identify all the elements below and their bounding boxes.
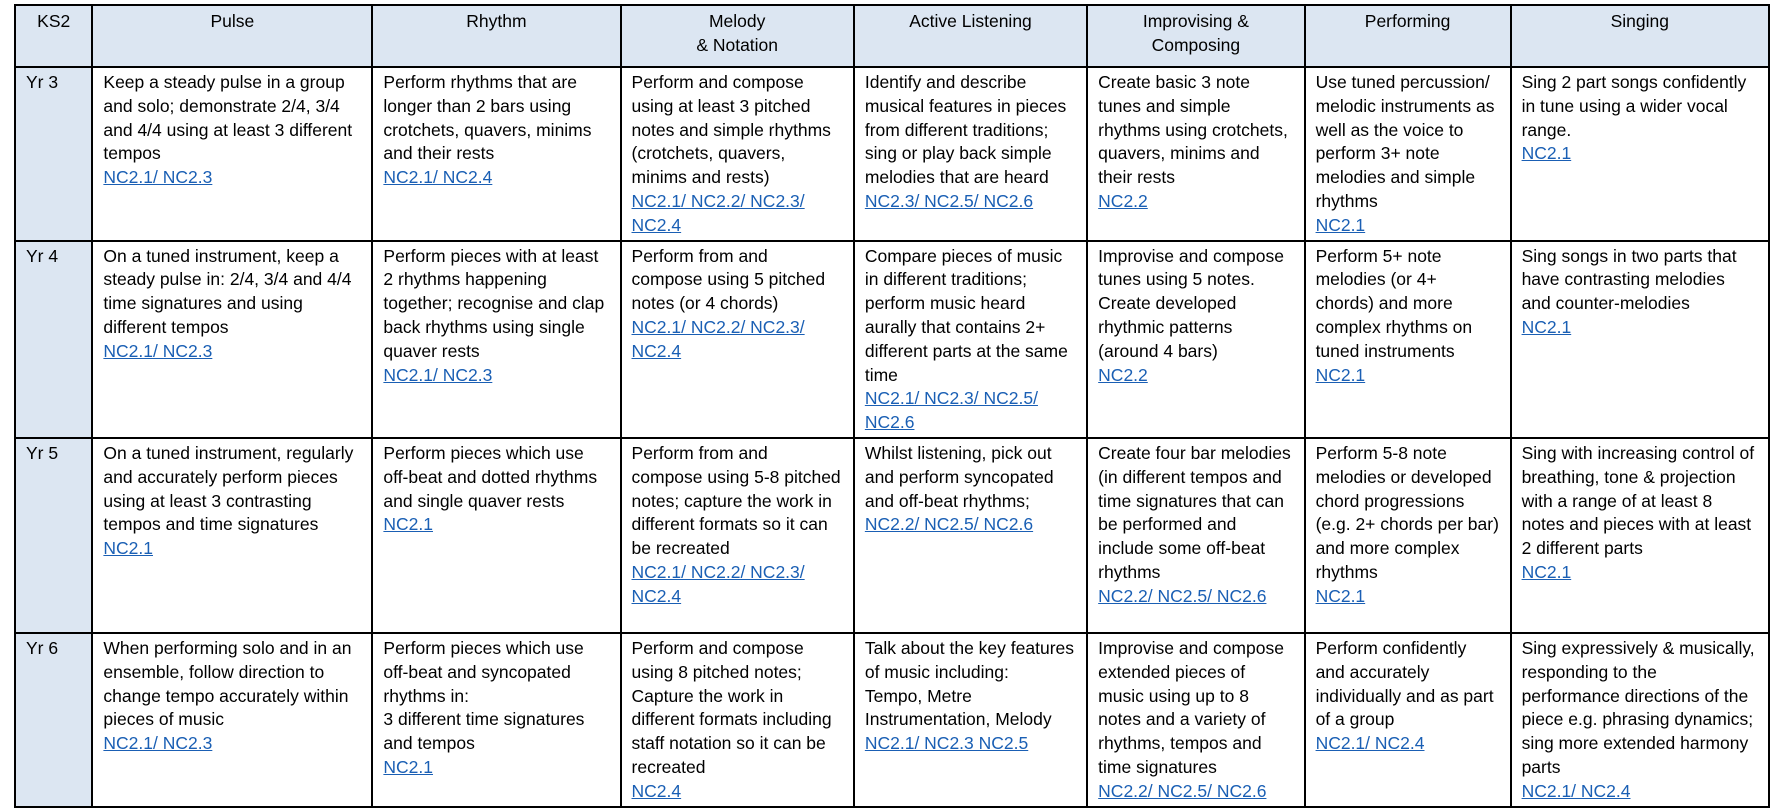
nc-link[interactable]: NC2.3/ NC2.5/ NC2.6: [864, 190, 1034, 211]
cell-text: When performing solo and in an ensemble, follow direction to change tempo accurately within pieces of music: [103, 637, 352, 730]
cell-pulse: [92, 241, 372, 438]
cell-text: On a tuned instrument, keep a steady pulse in: 2/4, 3/4 and 4/4 time signatures and using different tempos: [103, 245, 352, 337]
cell-improvising: [1087, 633, 1304, 807]
header-pulse: [92, 5, 372, 67]
cell-rhythm: [372, 438, 620, 633]
cell-performing: [1305, 67, 1511, 241]
cell-text: Sing with increasing control of breathing, tone & projection with a range of at least 8 notes and pieces with at least 2 different parts: [1521, 442, 1755, 559]
cell-text: Perform pieces which use off-beat and dotted rhythms and single quaver rests: [383, 442, 598, 511]
cell-text: Sing songs in two parts that have contrasting melodies and counter-melodies: [1521, 245, 1737, 314]
nc-link[interactable]: NC2.2/ NC2.5/ NC2.6: [1098, 780, 1267, 801]
cell-text: Perform pieces with at least 2 rhythms happening together; recognise and clap back rhythms using single quaver rests: [383, 245, 605, 361]
header-performing-label: Performing: [1364, 11, 1451, 31]
header-melody-label-2: & Notation: [696, 34, 779, 55]
header-ks2-label: KS2: [37, 11, 71, 31]
nc-link[interactable]: NC2.4: [631, 780, 682, 801]
cell-text: Perform confidently and accurately individually and as part of a group: [1315, 637, 1494, 730]
curriculum-table: [14, 4, 1770, 808]
cell-text: On a tuned instrument, regularly and accurately perform pieces using at least 3 contrasting tempos and time signatures: [103, 442, 354, 535]
cell-text: Improvise and compose tunes using 5 notes. Create developed rhythmic patterns (around 4 bars): [1098, 245, 1284, 361]
cell-pulse: [92, 67, 372, 241]
cell-singing: [1511, 438, 1769, 633]
nc-link[interactable]: NC2.1: [103, 538, 153, 559]
nc-link[interactable]: NC2.1/ NC2.3: [103, 733, 213, 754]
nc-link[interactable]: NC2.1/ NC2.2/ NC2.3/ NC2.4: [631, 316, 805, 361]
cell-text: Perform and compose using at least 3 pitched notes and simple rhythms (crotchets, quavers, minims and rests): [631, 72, 831, 188]
nc-link[interactable]: NC2.1: [1521, 316, 1572, 337]
cell-performing: [1305, 633, 1511, 807]
header-listening: [854, 5, 1087, 67]
year-label: Yr 5: [15, 438, 92, 633]
cell-melody: [621, 241, 854, 438]
nc-link[interactable]: NC2.1/ NC2.2/ NC2.3/ NC2.4: [631, 561, 805, 606]
nc-link[interactable]: NC2.1: [1315, 364, 1366, 385]
cell-listening: [854, 241, 1087, 438]
cell-text: Perform pieces which use off-beat and syncopated rhythms in: 3 different time signatures and tempos: [383, 637, 585, 754]
cell-text: Compare pieces of music in different traditions; perform music heard aurally that contains 2+ different parts at the same time: [864, 245, 1068, 385]
nc-link[interactable]: NC2.1: [383, 756, 433, 777]
cell-text: Improvise and compose extended pieces of music using up to 8 notes and a variety of rhythms, tempos and time signatures: [1098, 637, 1284, 777]
header-melody-label-1: Melody: [708, 11, 766, 31]
header-pulse-label: Pulse: [210, 11, 255, 31]
cell-rhythm: [372, 241, 620, 438]
nc-link[interactable]: NC2.2: [1098, 364, 1148, 385]
header-row: [15, 5, 1769, 67]
cell-improvising: [1087, 67, 1304, 241]
nc-link[interactable]: NC2.1/ NC2.3: [383, 364, 493, 385]
cell-text: Perform 5+ note melodies (or 4+ chords) and more complex rhythms on tuned instruments: [1315, 245, 1473, 361]
nc-link[interactable]: NC2.1: [1521, 561, 1572, 582]
header-ks2: [15, 5, 92, 67]
cell-performing: [1305, 438, 1511, 633]
cell-text: Create basic 3 note tunes and simple rhythms using crotchets, quavers, minims and their rests: [1098, 72, 1288, 188]
cell-text: Use tuned percussion/ melodic instruments as well as the voice to perform 3+ note melodies and simple rhythms: [1315, 72, 1495, 211]
header-improvising: [1087, 5, 1304, 67]
cell-text: Perform and compose using 8 pitched notes; Capture the work in different formats including staff notation so it can be recreated: [631, 637, 832, 777]
table-row-yr4: [15, 241, 1769, 438]
nc-link[interactable]: NC2.1/ NC2.3: [103, 167, 213, 188]
cell-text: Sing expressively & musically, responding to the performance directions of the piece e.g. phrasing dynamics; sing more extended harmony parts: [1521, 637, 1755, 777]
nc-link[interactable]: NC2.1: [1315, 585, 1366, 606]
nc-link[interactable]: NC2.1: [1521, 143, 1572, 164]
nc-link[interactable]: NC2.1/ NC2.4: [1315, 733, 1425, 754]
cell-rhythm: [372, 633, 620, 807]
nc-link[interactable]: NC2.2: [1098, 190, 1148, 211]
nc-link[interactable]: NC2.1/ NC2.3 NC2.5: [864, 733, 1029, 754]
cell-improvising: [1087, 438, 1304, 633]
nc-link[interactable]: NC2.1: [1315, 214, 1366, 235]
nc-link[interactable]: NC2.1/ NC2.4: [383, 167, 493, 188]
nc-link[interactable]: NC2.1/ NC2.3: [103, 340, 213, 361]
nc-link[interactable]: NC2.1/ NC2.4: [1521, 780, 1631, 801]
nc-link[interactable]: NC2.2/ NC2.5/ NC2.6: [864, 514, 1034, 535]
nc-link[interactable]: NC2.1/ NC2.2/ NC2.3/ NC2.4: [631, 190, 805, 235]
cell-listening: [854, 438, 1087, 633]
year-label: Yr 3: [15, 67, 92, 241]
cell-singing: [1511, 241, 1769, 438]
header-improvising-label-1: Improvising &: [1142, 11, 1249, 31]
cell-text: Identify and describe musical features in pieces from different traditions; sing or play back simple melodies that are heard: [864, 72, 1067, 188]
nc-link[interactable]: NC2.1/ NC2.3/ NC2.5/ NC2.6: [864, 388, 1038, 433]
header-improvising-label-2: Composing: [1151, 34, 1241, 55]
cell-text: Perform 5-8 note melodies or developed chord progressions (e.g. 2+ chords per bar) and more complex rhythms: [1315, 442, 1499, 582]
cell-singing: [1511, 633, 1769, 807]
cell-text: Create four bar melodies (in different tempos and time signatures that can be performed and include some off-beat rhythms: [1098, 442, 1291, 582]
cell-pulse: [92, 438, 372, 633]
header-singing-label: Singing: [1610, 11, 1669, 31]
header-melody: [621, 5, 854, 67]
cell-text: Whilst listening, pick out and perform syncopated and off-beat rhythms;: [864, 442, 1054, 511]
cell-listening: [854, 67, 1087, 241]
cell-performing: [1305, 241, 1511, 438]
table-row-yr6: [15, 633, 1769, 807]
header-performing: [1305, 5, 1511, 67]
cell-singing: [1511, 67, 1769, 241]
cell-melody: [621, 67, 854, 241]
cell-text: Perform rhythms that are longer than 2 bars using crotchets, quavers, minims and their rests: [383, 72, 592, 164]
table-row-yr5: [15, 438, 1769, 633]
cell-text: Talk about the key features of music including: Tempo, Metre Instrumentation, Melody: [864, 637, 1074, 730]
cell-text: Keep a steady pulse in a group and solo; demonstrate 2/4, 3/4 and 4/4 using at least 3 different tempos: [103, 72, 353, 164]
header-listening-label: Active Listening: [909, 11, 1032, 31]
cell-text: Perform from and compose using 5 pitched notes (or 4 chords): [631, 245, 826, 314]
header-rhythm: [372, 5, 620, 67]
header-rhythm-label: Rhythm: [466, 11, 527, 31]
cell-text: Perform from and compose using 5-8 pitched notes; capture the work in different formats so it can be recreated: [631, 442, 841, 559]
cell-text: Sing 2 part songs confidently in tune using a wider vocal range.: [1521, 72, 1747, 140]
year-label: Yr 6: [15, 633, 92, 807]
nc-link[interactable]: NC2.2/ NC2.5/ NC2.6: [1098, 585, 1267, 606]
cell-improvising: [1087, 241, 1304, 438]
nc-link[interactable]: NC2.1: [383, 514, 433, 535]
cell-melody: [621, 438, 854, 633]
table-row-yr3: [15, 67, 1769, 241]
cell-listening: [854, 633, 1087, 807]
cell-pulse: [92, 633, 372, 807]
header-singing: [1511, 5, 1769, 67]
year-label: Yr 4: [15, 241, 92, 438]
cell-rhythm: [372, 67, 620, 241]
cell-melody: [621, 633, 854, 807]
